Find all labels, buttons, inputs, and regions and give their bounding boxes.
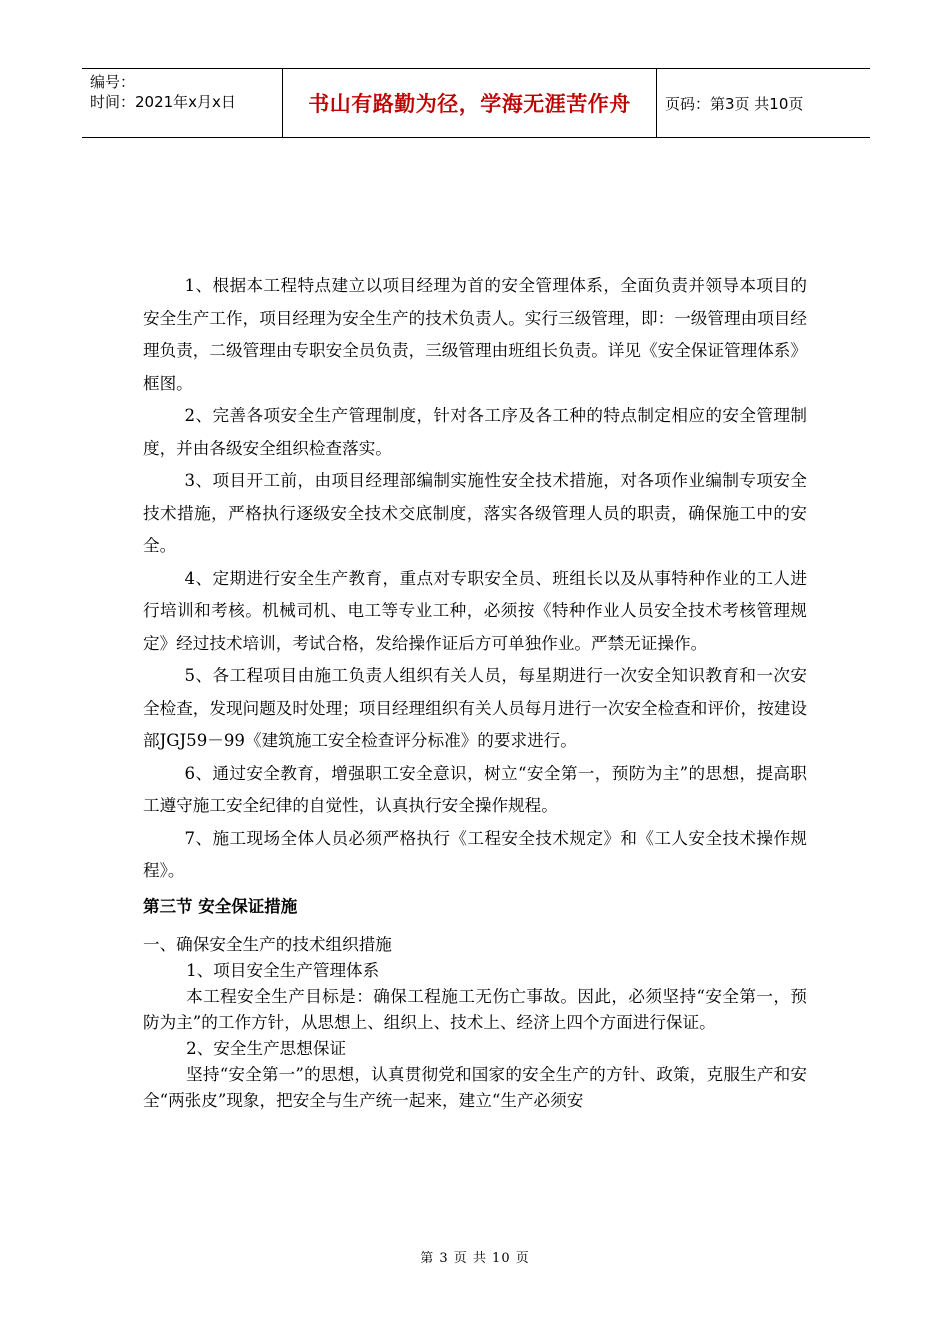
paragraph-3: 3、项目开工前，由项目经理部编制实施性安全技术措施，对各项作业编制专项安全技术措施，严格执行逐级安全技术交底制度，落实各级管理人员的职责，确保施工中的安全。	[143, 471, 807, 555]
item2-text: 坚持“安全第一”的思想，认真贯彻党和国家的安全生产的方针、政策，克服生产和安全“两张皮”现象，把安全与生产统一起来，建立“生产必须安	[143, 1064, 807, 1110]
subsection-title: 一、确保安全生产的技术组织措施	[143, 934, 392, 954]
page-footer: 第 3 页 共 10 页	[420, 1251, 530, 1266]
header-table	[82, 68, 870, 138]
number-label: 编号：	[90, 73, 136, 91]
item1-title: 1、项目安全生产管理体系	[186, 960, 380, 980]
motto-text: 书山有路勤为径，学海无涯苦作舟	[308, 92, 631, 116]
date-label: 时间：2021年x月x日	[90, 93, 236, 111]
paragraph-4: 4、定期进行安全生产教育，重点对专职安全员、班组长以及从事特种作业的工人进行培训和考核。机械司机、电工等专业工种，必须按《特种作业人员安全技术考核管理规定》经过技术培训，考试合格，发给操作证后方可单独作业。严禁无证操作。	[143, 568, 807, 653]
paragraph-5: 5、各工程项目由施工负责人组织有关人员，每星期进行一次安全知识教育和一次安全检查，发现问题及时处理；项目经理组织有关人员每月进行一次安全检查和评价，按建设部JGJ59－99《建筑施工安全检查评分标准》的要求进行。	[143, 666, 807, 750]
header-motto-cell	[283, 69, 657, 137]
section-title: 第三节 安全保证措施	[143, 896, 298, 916]
page-info: 页码：第3页 共10页	[665, 94, 804, 113]
paragraph-6: 6、通过安全教育，增强职工安全意识，树立“安全第一，预防为主”的思想，提高职工遵守施工安全纪律的自觉性，认真执行安全操作规程。	[143, 763, 807, 815]
header-page-cell	[657, 69, 870, 137]
paragraph-2: 2、完善各项安全生产管理制度，针对各工序及各工种的特点制定相应的安全管理制度，并由各级安全组织检查落实。	[143, 406, 807, 458]
paragraph-1: 1、根据本工程特点建立以项目经理为首的安全管理体系，全面负责并领导本项目的安全生产工作，项目经理为安全生产的技术负责人。实行三级管理，即：一级管理由项目经理负责，二级管理由专职安全员负责，三级管理由班组长负责。详见《安全保证管理体系》框图。	[143, 276, 807, 393]
item1-text: 本工程安全生产目标是：确保工程施工无伤亡事故。因此，必须坚持“安全第一，预防为主”的工作方针，从思想上、组织上、技术上、经济上四个方面进行保证。	[143, 986, 807, 1032]
paragraph-7: 7、施工现场全体人员必须严格执行《工程安全技术规定》和《工人安全技术操作规程》。	[143, 828, 807, 880]
document-body	[143, 270, 807, 1114]
item2-title: 2、安全生产思想保证	[186, 1038, 347, 1058]
header-meta-cell	[82, 69, 283, 137]
